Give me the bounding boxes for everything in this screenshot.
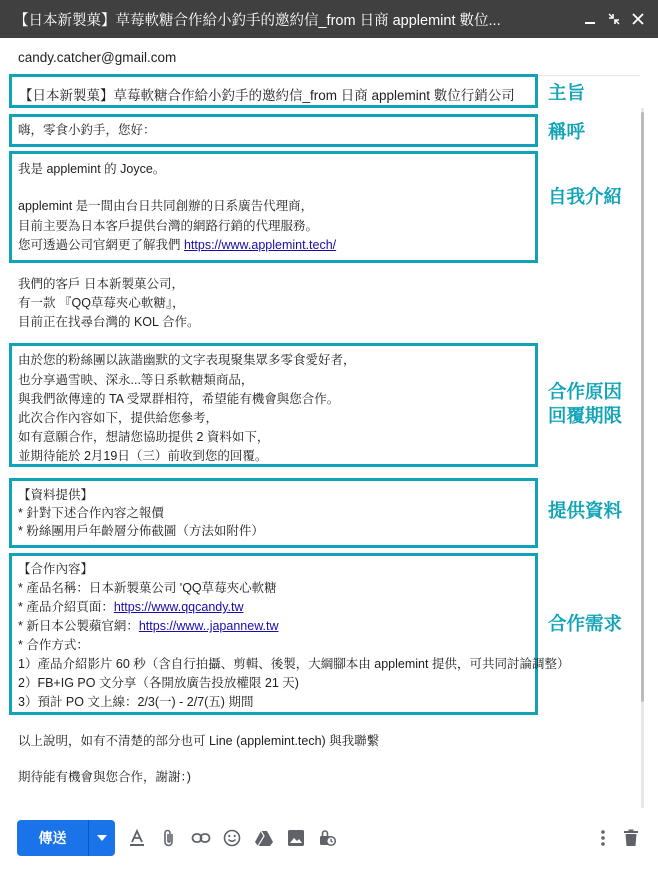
requirements-line: 1）產品介紹影片 60 秒（含自行拍攝、剪輯、後製，大綱腳本由 applemint 提供，可共同討論調整） — [18, 657, 570, 671]
intro-line: 我是 applemint 的 Joyce。 — [18, 162, 166, 176]
annotation-provide: 提供資料 — [548, 500, 623, 521]
attach-icon[interactable] — [157, 826, 181, 850]
client-line: 我們的客戶 日本新製菓公司， — [18, 277, 184, 291]
more-options-icon[interactable] — [591, 826, 615, 850]
recipient-field[interactable]: candy.catcher@gmail.com — [18, 50, 177, 65]
reason-line: 此次合作內容如下，提供給您參考， — [18, 411, 219, 425]
reason-line: 並期待能於 2月19日（三）前收到您的回覆。 — [18, 449, 268, 463]
requirements-line: 3）預計 PO 文上線：2/3(一) - 2/7(五) 期間 — [18, 695, 254, 709]
annotation-subject: 主旨 — [548, 82, 586, 103]
requirements-line: * 產品名稱：日本新製菓公司 'QQ草莓夾心軟糖 — [18, 581, 277, 595]
requirements-line — [18, 617, 279, 637]
requirements-line: 2）FB+IG PO 文分享（各開放廣告投放權限 21 天) — [18, 676, 299, 690]
send-dropdown-icon[interactable] — [89, 820, 115, 856]
compose-toolbar — [0, 808, 658, 870]
subject-field[interactable]: 【日本新製菓】草莓軟糖合作給小釣手的邀約信_from 日商 applemint 數位行銷公司 — [19, 88, 515, 103]
reason-line: 與我們欲傳達的 TA 受眾群相符，希望能有機會與您合作。 — [18, 392, 340, 406]
send-button-label: 傳送 — [17, 820, 89, 856]
emoji-icon[interactable] — [220, 826, 244, 850]
minimize-icon[interactable] — [582, 11, 598, 27]
close-icon[interactable] — [630, 11, 646, 27]
annotation-deadline: 回覆期限 — [548, 405, 623, 426]
trash-icon[interactable] — [619, 826, 643, 850]
annotation-greeting: 稱呼 — [548, 121, 586, 142]
requirements-line: * 合作方式： — [18, 638, 89, 652]
intro-line: applemint 是一間由台日共同創辦的日系廣告代理商， — [18, 199, 314, 213]
client-line: 有一款 『QQ草莓夾心軟糖』， — [18, 296, 185, 310]
format-text-icon[interactable] — [125, 826, 149, 850]
provide-title: 【資料提供】 — [18, 488, 94, 502]
greeting-text: 嗨，零食小釣手，您好： — [18, 123, 156, 137]
annotation-reason: 合作原因 — [548, 381, 623, 402]
scrollbar-thumb[interactable] — [641, 112, 644, 702]
client-line: 目前正在找尋台灣的 KOL 合作。 — [18, 315, 200, 329]
drive-icon[interactable] — [252, 826, 276, 850]
intro-line — [18, 236, 336, 256]
reason-line: 由於您的粉絲團以詼諧幽默的文字表現聚集眾多零食愛好者， — [18, 353, 356, 367]
annotation-intro: 自我介紹 — [548, 186, 623, 207]
expand-icon[interactable] — [606, 11, 622, 27]
intro-line: 目前主要為日本客戶提供台灣的網路行銷的代理服務。 — [18, 219, 319, 233]
closing-line: 以上說明，如有不清楚的部分也可 Line (applemint.tech) 與我聯繫 — [18, 734, 380, 748]
product-page-link[interactable]: https://www.qqcandy.tw — [113, 600, 244, 614]
window-title: 【日本新製菓】草莓軟糖合作給小釣手的邀約信_from 日商 applemint 數位... — [14, 12, 501, 29]
intro-line-text: 您可透過公司官網更了解我們 — [18, 238, 184, 252]
compose-title-bar — [0, 0, 658, 38]
reason-line: 也分享過雪映、深永...等日系軟糖類商品， — [18, 373, 254, 387]
requirements-line-text: * 產品介紹頁面： — [18, 600, 114, 614]
requirements-line-text: * 新日本公製蘋官網： — [18, 619, 139, 633]
confidential-icon[interactable] — [315, 826, 339, 850]
provide-line: * 針對下述合作內容之報價 — [18, 506, 164, 520]
link-icon[interactable] — [189, 826, 213, 850]
company-website-link[interactable]: https://www.applemint.tech/ — [183, 238, 337, 252]
official-site-link[interactable]: https://www..japannew.tw — [138, 619, 279, 633]
reason-line: 如有意願合作，想請您協助提供 2 資料如下， — [18, 430, 270, 444]
annotation-requirements: 合作需求 — [548, 613, 623, 634]
provide-line: * 粉絲團用戶年齡層分佈截圖（方法如附件） — [18, 524, 264, 538]
send-button[interactable] — [17, 820, 115, 856]
requirements-line — [18, 598, 244, 618]
photo-icon[interactable] — [284, 826, 308, 850]
closing-line: 期待能有機會與您合作，謝謝：) — [18, 770, 191, 784]
requirements-title: 【合作內容】 — [18, 562, 94, 576]
